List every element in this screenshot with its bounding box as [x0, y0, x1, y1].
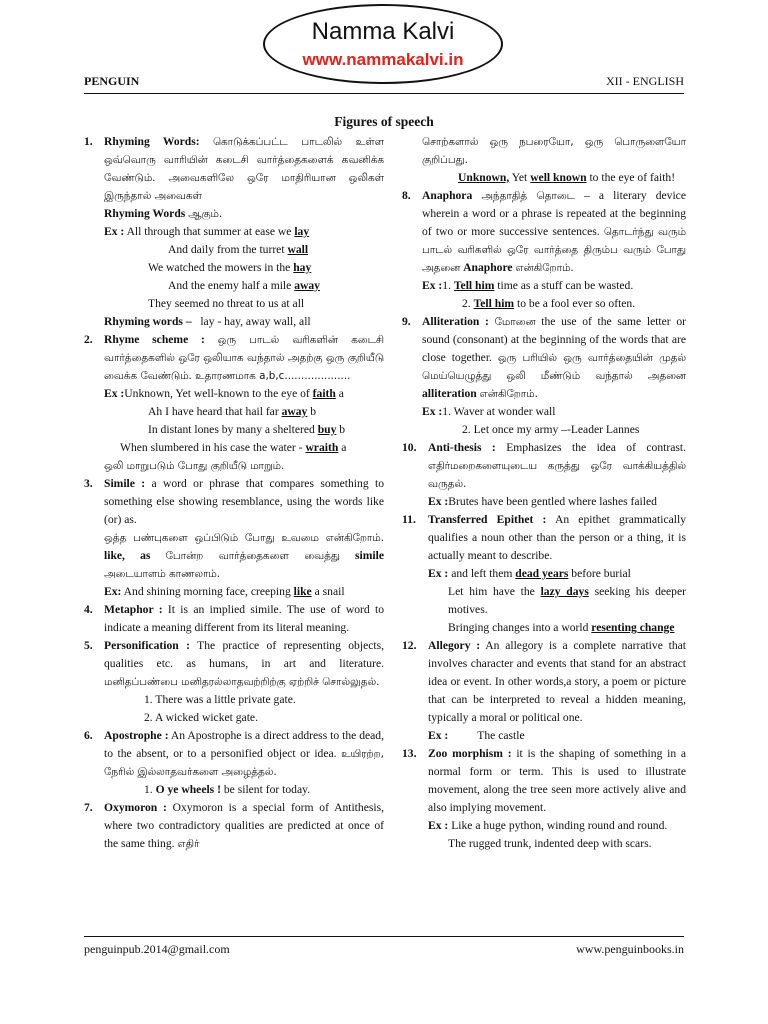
entry-term: Anti-thesis : — [428, 441, 496, 454]
underlined-word: Unknown, — [458, 171, 510, 184]
footer-divider — [84, 936, 684, 937]
example-label: Ex : — [104, 387, 125, 400]
rhyme-letter: b — [307, 405, 317, 418]
definition-text: An Apostrophe is a direct address to the dead, to the absent, or to a personified object or idea. — [104, 729, 384, 760]
keyword: O ye wheels ! — [155, 783, 221, 796]
footer-email[interactable]: penguinpub.2014@gmail.com — [84, 942, 230, 956]
entry-term: Rhyming Words — [104, 207, 186, 220]
example-number: 1. — [442, 279, 454, 292]
rhyme-letter: a — [335, 387, 344, 400]
underlined-word: buy — [317, 423, 337, 436]
tamil-text: அந்தாதித் தொடை — [481, 190, 575, 202]
definition-text: An allegory is a complete narrative that involves character and events that stand for an abstract idea or event. In other words,a story, a poem or picture that can be interpreted to reveal a hidden meaning, typically a moral or political one. — [428, 639, 687, 724]
example-label: Ex : — [428, 567, 449, 580]
definition-text: An epithet grammatically qualifies a noun other than the person or a thing, it is actually meant to describe. — [428, 513, 686, 562]
definition-text: Emphasizes the idea of contrast. — [506, 441, 686, 454]
entry-number: 13. — [402, 747, 417, 760]
tamil-text: கொடுக்கப்பட்ட பாடலில் உள்ள ஒவ்வொரு வாரியின் கடைசி வார்த்தைகளைக் கவனிக்க வேண்டும். அவைகளிலே ஒரே மாதிரியான ஒலிகள் இருந்தால் அவைகள் — [104, 136, 384, 202]
entry-term: Rhyming Words: — [104, 135, 200, 148]
example-number: 2. — [462, 297, 474, 310]
entry-oxymoron-continued — [402, 133, 686, 187]
example-label: Ex: — [104, 585, 122, 598]
underlined-word: faith — [312, 387, 336, 400]
rhyme-summary: lay - hay, away wall, all — [200, 315, 311, 328]
example-label: Ex : — [428, 495, 449, 508]
header-divider — [84, 93, 684, 94]
tamil-text: ஒத்த பண்புகளை ஒப்பிடும் போது உவமை என்கிறோம். — [104, 532, 384, 544]
entry-term: Alliteration : — [422, 315, 489, 328]
logo-title: Namma Kalvi — [311, 18, 455, 45]
entry-rhyme-scheme — [84, 331, 384, 475]
underlined-word: well known — [530, 171, 587, 184]
example-text: And shining morning face, creeping — [123, 585, 294, 598]
tamil-text: மோனை — [494, 316, 536, 328]
example-text: The rugged trunk, indented deep with scars. — [448, 837, 652, 850]
entry-number: 5. — [84, 639, 93, 652]
underlined-word: like — [293, 585, 312, 598]
entry-term: Metaphor : — [104, 603, 163, 616]
definition-text: – a literary device wherein a word or a phrase is repeated at the beginning of two or more successive sentences. — [422, 189, 686, 238]
example-number: 1. — [144, 783, 156, 796]
left-column — [84, 133, 384, 853]
underlined-word: away — [281, 405, 308, 418]
entry-apostrophe — [84, 727, 384, 799]
entry-term: Personification : — [104, 639, 190, 652]
example-text: 1. There was a little private gate. — [144, 693, 296, 706]
poem-line: Ah I have heard that hail far — [148, 405, 282, 418]
subject-label: XII - ENGLISH — [606, 74, 684, 88]
entry-term: Allegory : — [428, 639, 481, 652]
keyword: alliteration — [422, 387, 477, 400]
tamil-text: அடையாளம் காணலாம். — [104, 568, 221, 580]
tamil-text: எதிர் — [177, 838, 200, 850]
example-text: before burial — [568, 567, 631, 580]
definition-text: The practice of representing objects, qualities etc. as humans, in art and literature. — [104, 639, 384, 670]
poem-line: We watched the mowers in the — [148, 261, 294, 274]
section-title: Figures of speech — [334, 114, 434, 129]
underlined-word: Tell him — [473, 297, 515, 310]
underlined-word: wraith — [305, 441, 339, 454]
entry-number: 6. — [84, 729, 93, 742]
entry-term: Simile : — [104, 477, 146, 490]
entry-anaphora — [402, 187, 686, 313]
tamil-text: ஆகும். — [188, 208, 223, 220]
tamil-text: போன்ற வார்த்தைகளை வைத்து — [165, 550, 340, 562]
example-text: be silent for today. — [220, 783, 311, 796]
example-text: seeking his deeper motives. — [448, 585, 686, 616]
entry-term: Anaphora — [422, 189, 473, 202]
tamil-text: தொடர்ந்து வரும் பாடல் வரிகளில் ஒரே வார்த்தை திரும்ப வரும் போது அதனை — [422, 226, 686, 274]
underlined-word: dead years — [515, 567, 569, 580]
poem-line: When slumbered in his case the water - — [120, 441, 306, 454]
tamil-text: உயிரற்ற, நேரில் இல்லாதவர்களை அழைத்தல். — [104, 748, 384, 778]
underlined-word: hay — [293, 261, 312, 274]
keyword: like, as — [104, 549, 151, 562]
entry-metaphor — [84, 601, 384, 637]
underlined-word: lay — [294, 225, 310, 238]
example-text: 2. A wicked wicket gate. — [144, 711, 258, 724]
example-text: to be a fool ever so often. — [514, 297, 636, 310]
example-text: Let him have the — [448, 585, 541, 598]
keyword: Anaphore — [463, 261, 513, 274]
example-text: Yet — [509, 171, 531, 184]
example-text: time as a stuff can be wasted. — [494, 279, 634, 292]
entry-number: 12. — [402, 639, 417, 652]
footer-website[interactable]: www.penguinbooks.in — [576, 942, 684, 956]
entry-alliteration — [402, 313, 686, 439]
tamil-text: என்கிறோம். — [479, 388, 538, 400]
entry-number: 8. — [402, 189, 411, 202]
poem-line: Unknown, Yet well-known to the eye of — [124, 387, 313, 400]
entry-antithesis — [402, 439, 686, 511]
underlined-word: away — [294, 279, 320, 292]
poem-line: And daily from the turret — [168, 243, 288, 256]
entry-term: Apostrophe : — [104, 729, 169, 742]
example-label: Ex : — [104, 225, 125, 238]
example-text: a snail — [311, 585, 345, 598]
entry-number: 10. — [402, 441, 417, 454]
entry-term: Oxymoron : — [104, 801, 167, 814]
example-text: Brutes have been gentled where lashes failed — [448, 495, 657, 508]
entry-number: 9. — [402, 315, 411, 328]
poem-line: All through that summer at ease we — [126, 225, 295, 238]
tamil-text: ஒலி மாறுபடும் போது குறியீடு மாறும். — [104, 460, 285, 472]
right-column — [402, 133, 686, 853]
definition-text: It is an implied simile. The use of word to indicate a meaning different from its literal meaning. — [104, 603, 384, 634]
tamil-text: ஒரு பாடல் வரிகளின் கடைசி வார்த்தைகளில் ஒரே ஒலியாக வந்தால் அதற்கு ஒரு குறியீடு வைக்க வேண்டும். உதாரணமாக a,b,c.................... — [104, 334, 384, 382]
entry-allegory — [402, 637, 686, 745]
entry-number: 3. — [84, 477, 93, 490]
tamil-text: எதிர்மறைகளையுடைய கருத்து ஒரே வாக்கியத்தில் வருதல். — [428, 460, 686, 490]
example-label: Ex : — [428, 819, 449, 832]
example-text: 2. Let once my army –-Leader Lannes — [462, 423, 640, 436]
example-text: Bringing changes into a world — [448, 621, 592, 634]
example-text: Like a huge python, winding round and round. — [451, 819, 668, 832]
entry-number: 1. — [84, 135, 93, 148]
publisher-label: PENGUIN — [84, 74, 140, 88]
entry-term: Zoo morphism : — [428, 747, 512, 760]
poem-line: They seemed no threat to us at all — [148, 297, 305, 310]
poem-line: In distant lones by many a sheltered — [148, 423, 318, 436]
definition-text: Oxymoron is a special form of Antithesis, where two contradictory qualities are predicted at once of the same thing. — [104, 801, 384, 850]
example-label: Ex : — [422, 405, 443, 418]
entry-term: Transferred Epithet : — [428, 513, 547, 526]
tamil-text: சொற்களால் ஒரு நபரையோ, ஒரு பொருளையோ குறிப்பது. — [422, 136, 686, 166]
entry-term: Rhyming words – — [104, 315, 192, 328]
tamil-text: மனிதப்பண்பை மனிதரல்லாதவற்றிற்கு ஏற்றிச் சொல்லுதல். — [104, 676, 380, 688]
entry-zoo-morphism — [402, 745, 686, 853]
entry-transferred-epithet — [402, 511, 686, 637]
site-logo[interactable] — [263, 4, 503, 84]
example-text: and left them — [448, 567, 516, 580]
underlined-word: lazy days — [540, 585, 589, 598]
entry-number: 7. — [84, 801, 93, 814]
entry-number: 11. — [402, 513, 416, 526]
rhyme-letter: a — [338, 441, 347, 454]
definition-text: it is the shaping of something in a normal form or term. This is used to illustrate movement, along the tree seen more actively alive and also implying movement. — [428, 747, 687, 814]
entry-personification — [84, 637, 384, 727]
underlined-word: Tell him — [453, 279, 495, 292]
poem-line: And the enemy half a mile — [168, 279, 295, 292]
entry-term: Rhyme scheme : — [104, 333, 205, 346]
underlined-word: wall — [287, 243, 309, 256]
keyword: simile — [355, 549, 384, 562]
entry-number: 4. — [84, 603, 93, 616]
example-text: 1. Waver at wonder wall — [442, 405, 556, 418]
entry-oxymoron — [84, 799, 384, 853]
entry-number: 2. — [84, 333, 93, 346]
definition-text: the use of the same letter or sound (consonant) at the beginning of the words that are close together. — [422, 315, 686, 364]
entry-simile — [84, 475, 384, 601]
rhyme-letter: b — [336, 423, 346, 436]
entry-rhyming-words — [84, 133, 384, 331]
tamil-text: ஒரு பரியில் ஒரு வார்த்தையின் முதல் மெய்யெழுத்து ஒலி மீண்டும் வந்தால் அதனை — [422, 352, 686, 382]
tamil-text: என்கிறோம். — [515, 262, 574, 274]
underlined-word: resenting change — [591, 621, 675, 634]
definition-text: a word or phrase that compares something to something else showing resemblance, using the words like (or) as. — [104, 477, 384, 526]
example-label: Ex : — [422, 279, 443, 292]
example-text: to the eye of faith! — [586, 171, 676, 184]
example-label: Ex : — [428, 729, 449, 742]
example-text: The castle — [477, 729, 525, 742]
logo-url-link[interactable]: www.nammakalvi.in — [302, 50, 464, 69]
